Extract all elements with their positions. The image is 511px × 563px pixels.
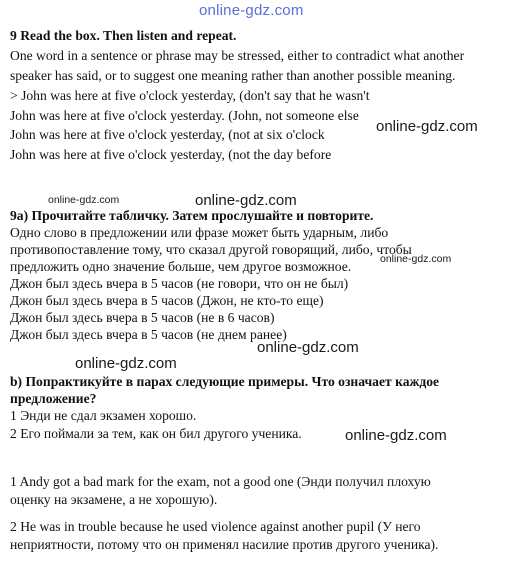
answer-2-line-2: неприятности, потому что он применял насилие против другого ученика). <box>10 537 439 552</box>
answer-1-line-2: оценку на экзамене, а не хорошую). <box>10 492 218 507</box>
ex9a-line-6: Джон был здесь вчера в 5 часов (не в 6 часов) <box>10 310 275 325</box>
ex9-heading: 9 Read the box. Then listen and repeat. <box>10 28 237 43</box>
watermark-5: online-gdz.com <box>257 339 359 356</box>
exb-heading-line-2: предложение? <box>10 391 97 406</box>
ex9a-line-3: предложить одно значение больше, чем другое возможное. <box>10 259 352 274</box>
watermark-top: online-gdz.com <box>199 2 304 19</box>
ex9a-heading: 9a) Прочитайте табличку. Затем прослушайте и повторите. <box>10 208 374 223</box>
ex9a-line-7: Джон был здесь вчера в 5 часов (не днем ранее) <box>10 327 287 342</box>
watermark-7: online-gdz.com <box>345 427 447 444</box>
watermark-3: online-gdz.com <box>195 192 297 209</box>
ex9-line-5: John was here at five o'clock yesterday, (not at six o'clock <box>10 127 325 142</box>
exb-line-1: 1 Энди не сдал экзамен хорошо. <box>10 408 197 423</box>
ex9-line-6: John was here at five o'clock yesterday, (not the day before <box>10 147 332 162</box>
ex9a-line-5: Джон был здесь вчера в 5 часов (Джон, не кто-то еще) <box>10 293 324 308</box>
answer-2-line-1: 2 He was in trouble because he used violence against another pupil (У него <box>10 519 421 534</box>
ex9-line-2: speaker has said, or to suggest one meaning rather than another possible meaning. <box>10 68 456 83</box>
answer-1-line-1: 1 Andy got a bad mark for the exam, not a good one (Энди получил плохую <box>10 474 431 489</box>
exb-heading-line-1: b) Попрактикуйте в парах следующие примеры. Что означает каждое <box>10 374 440 389</box>
ex9a-line-2: противопоставление тому, что сказал другой говорящий, либо, чтобы <box>10 242 412 257</box>
watermark-6: online-gdz.com <box>75 355 177 372</box>
exb-line-2: 2 Его поймали за тем, как он бил другого ученика. <box>10 426 302 441</box>
watermark-4: online-gdz.com <box>380 253 452 265</box>
ex9a-line-4: Джон был здесь вчера в 5 часов (не говори, что он не был) <box>10 276 349 291</box>
watermark-1: online-gdz.com <box>376 118 478 135</box>
ex9-line-4: John was here at five o'clock yesterday. (John, not someone else <box>10 108 359 123</box>
ex9a-line-1: Одно слово в предложении или фразе может быть ударным, либо <box>10 225 389 240</box>
ex9-line-1: One word in a sentence or phrase may be stressed, either to contradict what another <box>10 48 465 63</box>
watermark-2: online-gdz.com <box>48 194 120 206</box>
ex9-line-3: > John was here at five o'clock yesterday, (don't say that he wasn't <box>10 88 370 103</box>
